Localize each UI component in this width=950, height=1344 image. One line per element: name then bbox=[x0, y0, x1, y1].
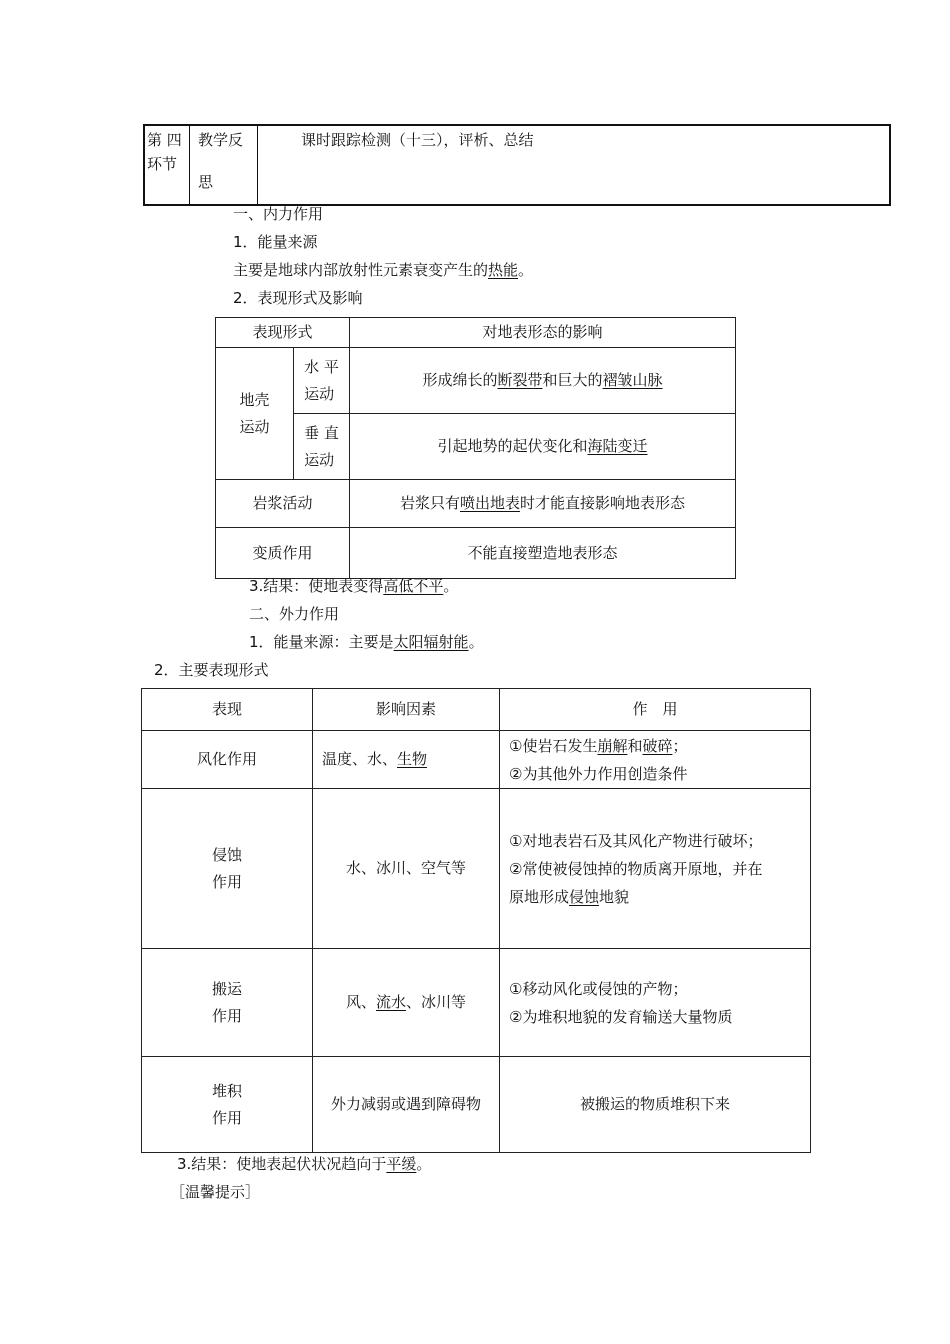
erosion-label: 侵蚀 作用 bbox=[142, 789, 313, 949]
magma-label: 岩浆活动 bbox=[216, 480, 350, 528]
top-summary-table bbox=[143, 124, 891, 206]
forms-title: 2．表现形式及影响 bbox=[233, 289, 363, 307]
deposition-effect: 被搬运的物质堆积下来 bbox=[500, 1057, 811, 1153]
energy-source-title: 1．能量来源 bbox=[233, 233, 318, 251]
transport-effect: ①移动风化或侵蚀的产物； ②为堆积地貌的发育输送大量物质 bbox=[500, 949, 811, 1057]
magma-effect: 岩浆只有喷出地表时才能直接影响地表形态 bbox=[350, 480, 736, 528]
transport-label: 搬运 作用 bbox=[142, 949, 313, 1057]
weathering-factors: 温度、水、生物 bbox=[313, 731, 500, 789]
vertical-movement-label: 垂 直 运动 bbox=[294, 414, 350, 480]
erosion-factors: 水、冰川、空气等 bbox=[313, 789, 500, 949]
deposition-factors: 外力减弱或遇到障碍物 bbox=[313, 1057, 500, 1153]
result-internal: 3.结果：使地表变得高低不平。 bbox=[249, 577, 459, 595]
metamorphism-effect: 不能直接塑造地表形态 bbox=[350, 528, 736, 579]
header-factors: 影响因素 bbox=[313, 689, 500, 731]
crust-movement-label: 地壳 运动 bbox=[216, 348, 294, 480]
header-form: 表现形式 bbox=[216, 318, 350, 348]
header-effect: 对地表形态的影响 bbox=[350, 318, 736, 348]
external-forms-title: 2．主要表现形式 bbox=[154, 661, 269, 679]
section1-heading: 一、内力作用 bbox=[233, 205, 324, 223]
warm-tip: ［温馨提示］ bbox=[170, 1183, 261, 1201]
reflection-line-2: 思 bbox=[198, 173, 214, 191]
stage-cell bbox=[145, 126, 190, 204]
header-expression: 表现 bbox=[142, 689, 313, 731]
weathering-label: 风化作用 bbox=[142, 731, 313, 789]
vertical-movement-effect: 引起地势的起伏变化和海陆变迁 bbox=[350, 414, 736, 480]
energy-source-text: 主要是地球内部放射性元素衰变产生的热能。 bbox=[233, 261, 534, 279]
stage-line-2: 环节 bbox=[147, 155, 178, 173]
section2-heading: 二、外力作用 bbox=[249, 605, 340, 623]
result-external: 3.结果：使地表起伏状况趋向于平缓。 bbox=[177, 1155, 432, 1173]
external-force-table bbox=[141, 688, 811, 1153]
reflection-line-1: 教学反 bbox=[198, 131, 244, 149]
metamorphism-label: 变质作用 bbox=[216, 528, 350, 579]
header-function: 作 用 bbox=[500, 689, 811, 731]
internal-force-table bbox=[215, 317, 736, 579]
transport-factors: 风、流水、冰川等 bbox=[313, 949, 500, 1057]
stage-line-1: 第 四 bbox=[147, 131, 182, 149]
external-energy-source: 1．能量来源：主要是太阳辐射能。 bbox=[249, 633, 484, 651]
weathering-effect: ①使岩石发生崩解和破碎； ②为其他外力作用创造条件 bbox=[500, 731, 811, 789]
reflection-cell bbox=[190, 126, 258, 204]
horizontal-movement-effect: 形成绵长的断裂带和巨大的褶皱山脉 bbox=[350, 348, 736, 414]
reflection-content: 课时跟踪检测（十三），评析、总结 bbox=[301, 131, 534, 149]
deposition-label: 堆积 作用 bbox=[142, 1057, 313, 1153]
erosion-effect: ①对地表岩石及其风化产物进行破坏； ②常使被侵蚀掉的物质离开原地，并在 原地形成侵蚀地貌 bbox=[500, 789, 811, 949]
horizontal-movement-label: 水 平 运动 bbox=[294, 348, 350, 414]
